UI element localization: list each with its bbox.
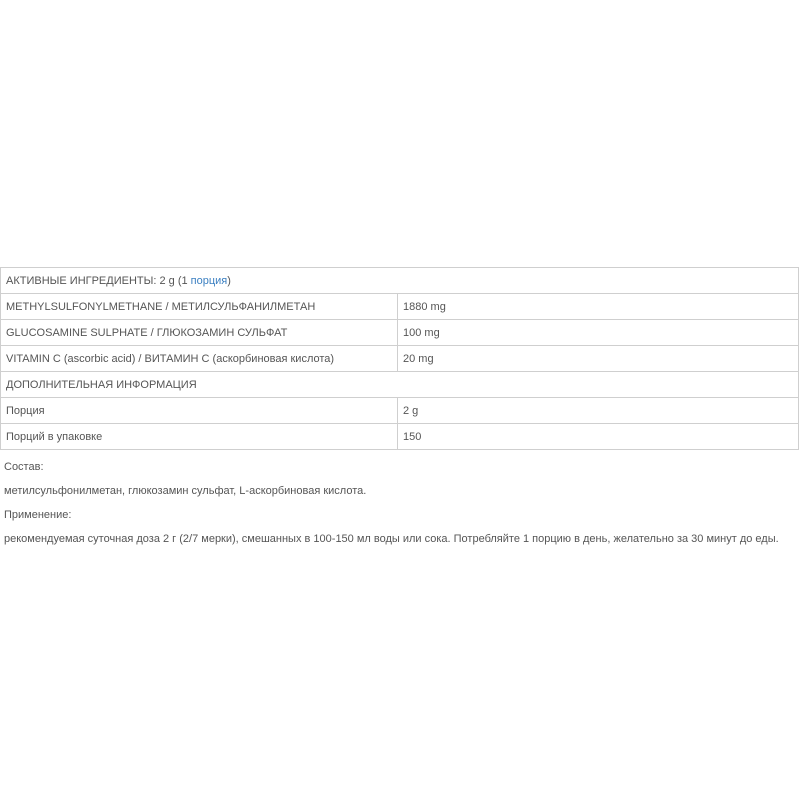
usage-text: рекомендуемая суточная доза 2 г (2/7 мерки), смешанных в 100-150 мл воды или сока. Потребляйте 1 порцию в день, желательно за 30 минут до еды.	[4, 533, 779, 545]
additional-info-header: ДОПОЛНИТЕЛЬНАЯ ИНФОРМАЦИЯ	[1, 372, 799, 398]
table-row	[1, 424, 799, 450]
info-name: Порций в упаковке	[1, 424, 398, 450]
active-ingredients-header-prefix: АКТИВНЫЕ ИНГРЕДИЕНТЫ: 2 g (1	[6, 274, 191, 287]
active-ingredients-header-row	[1, 268, 799, 294]
info-name: Порция	[1, 398, 398, 424]
info-value: 150	[398, 424, 799, 450]
supplement-facts-sheet	[0, 267, 798, 556]
ingredient-name: METHYLSULFONYLMETHANE / МЕТИЛСУЛЬФАНИЛМЕТАН	[1, 294, 398, 320]
info-value: 2 g	[398, 398, 799, 424]
table-row	[1, 320, 799, 346]
active-ingredients-header-suffix: )	[227, 274, 231, 287]
active-ingredients-header	[1, 268, 799, 294]
additional-info-header-row	[1, 372, 799, 398]
ingredient-amount: 100 mg	[398, 320, 799, 346]
table-row	[1, 398, 799, 424]
serving-link[interactable]: порция	[190, 274, 228, 287]
supplement-facts-table	[0, 267, 799, 450]
product-notes	[0, 460, 798, 546]
ingredient-name: VITAMIN C (ascorbic acid) / ВИТАМИН С (аскорбиновая кислота)	[1, 346, 398, 372]
usage-label: Применение:	[4, 509, 72, 521]
table-row	[1, 346, 799, 372]
table-row	[1, 294, 799, 320]
composition-label: Состав:	[4, 461, 44, 473]
composition-text: метилсульфонилметан, глюкозамин сульфат, L-аскорбиновая кислота.	[4, 485, 367, 497]
ingredient-amount: 1880 mg	[398, 294, 799, 320]
ingredient-amount: 20 mg	[398, 346, 799, 372]
ingredient-name: GLUCOSAMINE SULPHATE / ГЛЮКОЗАМИН СУЛЬФАТ	[1, 320, 398, 346]
